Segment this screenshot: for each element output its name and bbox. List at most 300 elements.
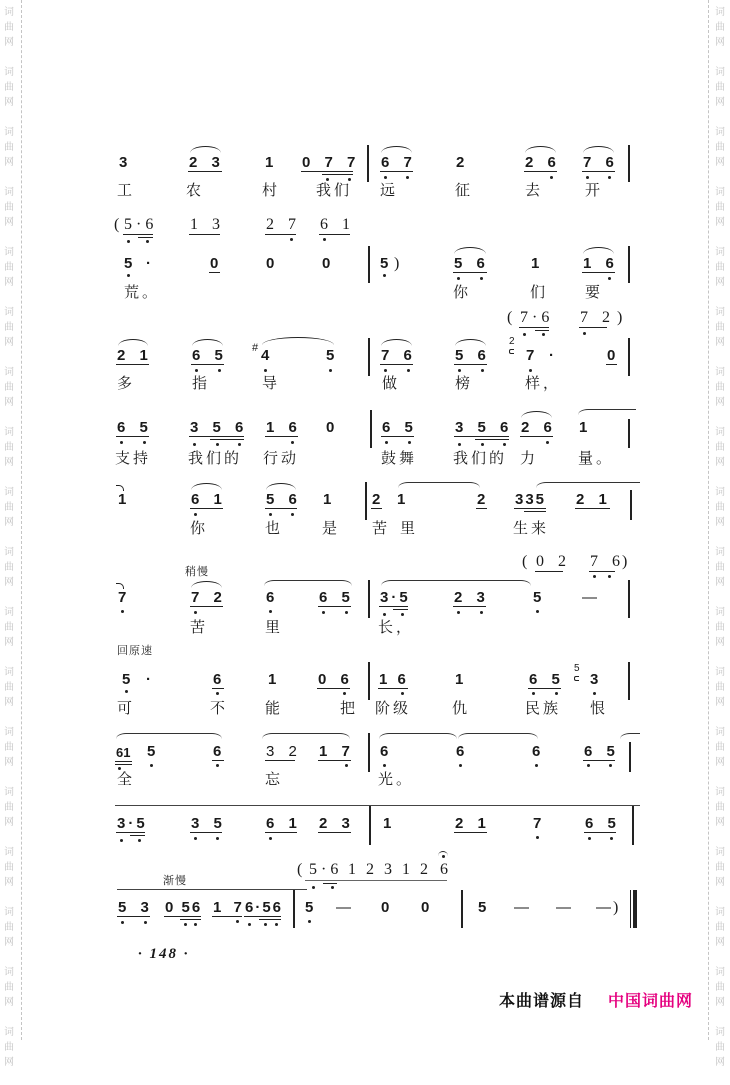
low-octave-dot	[480, 611, 483, 614]
low-octave-dot	[345, 611, 348, 614]
extension-dash: —	[596, 899, 616, 916]
low-octave-dot	[238, 443, 241, 446]
beam-line	[116, 436, 149, 437]
watermark-char: 曲	[4, 142, 14, 153]
watermark-group	[714, 725, 726, 785]
note-group: 2 3	[454, 589, 490, 606]
beam-line	[116, 832, 145, 833]
note-group: 335	[515, 491, 547, 508]
watermark-char: 词	[715, 727, 725, 738]
beam-line	[265, 508, 297, 509]
watermark-group	[714, 365, 726, 425]
page-number: · 148 ·	[138, 946, 190, 962]
beam-line	[475, 439, 509, 440]
watermark-char: 网	[4, 37, 14, 48]
note-group: 3·5	[380, 589, 411, 606]
watermark-group	[3, 305, 15, 365]
low-octave-dot	[121, 610, 124, 613]
watermark-group	[714, 305, 726, 365]
watermark-char: 网	[4, 1057, 14, 1068]
watermark-char: 曲	[4, 742, 14, 753]
low-octave-dot	[593, 692, 596, 695]
watermark-char: 词	[4, 907, 14, 918]
slur	[381, 339, 412, 346]
beam-line	[520, 436, 553, 437]
beam-line	[583, 760, 615, 761]
low-octave-dot	[536, 836, 539, 839]
watermark-char: 词	[715, 247, 725, 258]
watermark-char: 词	[715, 1027, 725, 1038]
interlude-note: 6	[440, 861, 453, 878]
bracket-close: )	[617, 309, 628, 326]
note-group: 2 6	[525, 154, 561, 171]
barline	[628, 419, 630, 448]
low-octave-dot	[194, 513, 197, 516]
beam-line	[115, 761, 132, 762]
beam-line	[582, 272, 615, 273]
bracket-open: (	[114, 216, 125, 233]
watermark-char: 曲	[4, 442, 14, 453]
barline	[628, 580, 630, 618]
lyric: 指	[192, 374, 211, 392]
lyric: 忘	[265, 770, 284, 788]
barline	[632, 806, 634, 845]
beam-line	[514, 508, 546, 509]
note-group: 7 6	[381, 347, 417, 364]
slur	[116, 733, 222, 739]
low-octave-dot	[385, 441, 388, 444]
lyric: 开	[585, 181, 604, 199]
low-octave-dot	[216, 764, 219, 767]
beam-line	[210, 439, 244, 440]
lyric: 把	[340, 699, 359, 717]
note-group: 6·56	[245, 899, 284, 916]
watermark-group	[714, 545, 726, 605]
low-octave-dot	[322, 611, 325, 614]
beam-line	[380, 364, 413, 365]
site-name: 中国词曲网	[608, 991, 694, 1010]
slur	[379, 733, 457, 739]
bracket-open: (	[507, 309, 518, 326]
beam-line	[259, 919, 281, 920]
low-octave-dot	[546, 441, 549, 444]
lyric: 榜	[455, 374, 474, 392]
watermark-char: 曲	[4, 382, 14, 393]
watermark-char: 词	[715, 187, 725, 198]
watermark-char: 曲	[4, 1042, 14, 1053]
watermark-group	[714, 125, 726, 185]
lyric: 农	[186, 181, 205, 199]
beam-line	[606, 364, 617, 365]
note-group: 1 6	[379, 671, 409, 688]
watermark-char: 词	[715, 7, 725, 18]
low-octave-dot	[459, 764, 462, 767]
note-group: 5 6	[455, 347, 491, 364]
watermark-char: 网	[715, 757, 725, 768]
watermark-char: 曲	[715, 1042, 725, 1053]
watermark-char: 网	[4, 337, 14, 348]
watermark-char: 网	[4, 457, 14, 468]
tie-to-next-line	[536, 482, 640, 488]
rest: 0	[210, 255, 224, 272]
note: 6	[532, 743, 546, 760]
watermark-char: 曲	[715, 202, 725, 213]
beam-line	[189, 234, 220, 235]
watermark-char: 网	[4, 277, 14, 288]
beam-line	[454, 832, 487, 833]
watermark-group	[3, 665, 15, 725]
beam-line	[584, 832, 616, 833]
watermark-char: 曲	[4, 802, 14, 813]
watermark-char: 曲	[715, 262, 725, 273]
watermark-group	[714, 245, 726, 305]
watermark-char: 词	[4, 727, 14, 738]
beam-line	[212, 688, 224, 689]
beam-line	[189, 436, 244, 437]
note: 1	[268, 671, 282, 688]
tie-continuation-line	[115, 805, 640, 806]
low-octave-dot	[125, 690, 128, 693]
slur	[264, 580, 352, 586]
watermark-char: 词	[4, 307, 14, 318]
lyric: 你	[190, 519, 209, 537]
low-octave-dot	[345, 764, 348, 767]
note: 7	[118, 589, 132, 606]
slur	[192, 339, 223, 346]
tempo-marking: 渐慢	[163, 874, 187, 887]
note-group: 6 5	[117, 419, 153, 436]
barline	[368, 733, 370, 772]
watermark-char: 词	[4, 1027, 14, 1038]
note-group: 5 6	[266, 491, 302, 508]
bracket-close: )	[622, 553, 633, 570]
lyric: 量。	[578, 449, 615, 467]
lyric: 苦	[190, 618, 209, 636]
slur	[398, 482, 480, 488]
watermark-char: 词	[4, 847, 14, 858]
low-octave-dot	[143, 441, 146, 444]
watermark-char: 曲	[715, 322, 725, 333]
low-octave-dot	[457, 611, 460, 614]
watermark-char: 网	[4, 577, 14, 588]
watermark-char: 曲	[715, 922, 725, 933]
bracket-close: )	[613, 899, 624, 916]
sharp-accidental: #	[252, 342, 259, 354]
low-octave-dot	[120, 441, 123, 444]
low-octave-dot	[458, 369, 461, 372]
watermark-group	[3, 485, 15, 545]
note-group: 3 5	[191, 815, 227, 832]
watermark-char: 网	[715, 457, 725, 468]
beam-line	[191, 364, 224, 365]
note-group: 6 5	[319, 589, 355, 606]
note-group: 3 2	[266, 743, 302, 760]
low-octave-dot	[195, 369, 198, 372]
watermark-char: 网	[4, 517, 14, 528]
low-octave-dot	[480, 277, 483, 280]
lyric: 我们的	[453, 449, 508, 467]
beam-line	[180, 919, 201, 920]
watermark-char: 曲	[715, 382, 725, 393]
low-octave-dot	[503, 443, 506, 446]
low-octave-dot	[329, 369, 332, 372]
beam-line	[212, 916, 242, 917]
note: 6	[213, 743, 227, 760]
lyric: 能	[265, 699, 284, 717]
watermark-group	[3, 65, 15, 125]
lyric: 不	[210, 699, 229, 717]
watermark-char: 词	[4, 7, 14, 18]
note: 5	[478, 899, 492, 916]
interlude-note-group: 6 1	[320, 216, 355, 233]
watermark-char: 词	[715, 427, 725, 438]
barline	[630, 490, 632, 520]
slur	[262, 733, 350, 739]
watermark-char: 词	[715, 487, 725, 498]
low-octave-dot	[384, 176, 387, 179]
low-octave-dot	[308, 920, 311, 923]
extension-dash: —	[336, 899, 356, 916]
beam-line	[123, 234, 153, 235]
beam-line	[454, 364, 487, 365]
extension-dash: —	[556, 899, 576, 916]
watermark-char: 词	[715, 367, 725, 378]
watermark-char: 词	[715, 67, 725, 78]
lyric: 要	[585, 283, 604, 301]
beam-line	[318, 760, 351, 761]
watermark-group	[714, 905, 726, 965]
lyric: 行动	[263, 449, 300, 467]
watermark-group	[3, 965, 15, 1025]
note: 2	[372, 491, 386, 508]
beam-line	[265, 832, 297, 833]
beam-line	[535, 571, 563, 572]
low-octave-dot	[275, 923, 278, 926]
lyric: 导	[262, 374, 281, 392]
slur	[191, 483, 222, 490]
lyric: 是	[322, 519, 341, 537]
low-octave-dot	[269, 837, 272, 840]
note: 1	[455, 671, 469, 688]
beam-line	[476, 508, 487, 509]
beam-line	[575, 508, 610, 509]
final-barline-thick	[633, 890, 637, 928]
lyric: 征	[455, 181, 474, 199]
note-group: 6 5	[584, 743, 620, 760]
lyric: 光。	[378, 770, 415, 788]
low-octave-dot	[323, 238, 326, 241]
barline	[368, 580, 370, 618]
watermark-char: 词	[715, 547, 725, 558]
watermark-char: 曲	[715, 982, 725, 993]
beam-line	[379, 606, 408, 607]
watermark-char: 曲	[4, 622, 14, 633]
note-group: 2 3	[319, 815, 355, 832]
watermark-char: 曲	[715, 802, 725, 813]
watermark-char: 曲	[715, 82, 725, 93]
note-group: 3 5 6	[455, 419, 514, 436]
note: 3	[119, 154, 133, 171]
watermark-group	[714, 5, 726, 65]
low-octave-dot	[343, 692, 346, 695]
low-octave-dot	[529, 369, 532, 372]
low-octave-dot	[608, 575, 611, 578]
watermark-group	[3, 905, 15, 965]
note: 6	[456, 743, 470, 760]
watermark-char: 曲	[4, 502, 14, 513]
note-group: 6 5	[585, 815, 621, 832]
low-octave-dot	[401, 613, 404, 616]
grace-note: 5	[574, 663, 580, 674]
watermark-char: 网	[715, 277, 725, 288]
low-octave-dot	[291, 513, 294, 516]
watermark-char: 网	[715, 937, 725, 948]
tempo-extension-line	[117, 889, 307, 890]
low-octave-dot	[269, 610, 272, 613]
low-octave-dot	[588, 837, 591, 840]
beam-line	[212, 760, 224, 761]
lyric: 里	[400, 519, 419, 537]
watermark-char: 网	[715, 817, 725, 828]
watermark-group	[3, 425, 15, 485]
note: 5	[124, 255, 138, 272]
tempo-marking: 回原速	[117, 644, 153, 657]
slur	[458, 733, 538, 739]
lyric: 仇	[452, 699, 471, 717]
note-group: 2 6	[521, 419, 557, 436]
note: 5	[122, 671, 136, 688]
note: 1	[265, 154, 279, 171]
watermark-char: 词	[4, 487, 14, 498]
grace-note: 2	[509, 336, 515, 347]
low-octave-dot	[481, 369, 484, 372]
beam-line	[319, 234, 350, 235]
watermark-char: 曲	[715, 682, 725, 693]
note: 2	[456, 154, 470, 171]
low-octave-dot	[248, 923, 251, 926]
slur	[521, 411, 552, 418]
watermark-group	[3, 125, 15, 185]
note: 5	[305, 899, 319, 916]
watermark-char: 网	[715, 397, 725, 408]
low-octave-dot	[555, 692, 558, 695]
rest: 0	[607, 347, 621, 364]
note-group: 6 5	[529, 671, 565, 688]
watermark-group	[3, 185, 15, 245]
low-octave-dot	[532, 692, 535, 695]
watermark-group	[714, 485, 726, 545]
tempo-marking: 稍慢	[185, 565, 209, 578]
low-octave-dot	[407, 369, 410, 372]
lyric: 长，	[378, 618, 415, 636]
bracket-open: (	[522, 553, 533, 570]
beam-line	[265, 760, 295, 761]
watermark-char: 词	[715, 667, 725, 678]
low-octave-dot	[194, 923, 197, 926]
low-octave-dot	[236, 920, 239, 923]
beam-line	[589, 571, 615, 572]
beam-line	[381, 436, 414, 437]
beam-line	[579, 327, 607, 328]
low-octave-dot	[583, 332, 586, 335]
interlude-note-group: 7 6	[590, 553, 625, 570]
watermark-char: 网	[4, 697, 14, 708]
barline	[368, 246, 370, 283]
barline	[628, 338, 630, 376]
note-group: 1 6	[266, 419, 302, 436]
watermark-char: 网	[4, 157, 14, 168]
beam-line	[265, 234, 296, 235]
beam-line	[323, 883, 337, 884]
lyric: 去	[525, 181, 544, 199]
low-octave-dot	[269, 513, 272, 516]
watermark-char: 网	[4, 97, 14, 108]
note: 1	[579, 419, 593, 436]
watermark-char: 网	[4, 997, 14, 1008]
barline	[628, 145, 630, 182]
interlude-note-group: 1 2 3 1 2	[348, 861, 431, 878]
low-octave-dot	[184, 923, 187, 926]
extension-dash: —	[582, 589, 602, 606]
lyric: 生来	[513, 519, 550, 537]
watermark-char: 曲	[4, 202, 14, 213]
low-octave-dot	[586, 176, 589, 179]
watermark-char: 词	[4, 967, 14, 978]
note-group: 6 1	[191, 491, 227, 508]
lyric: 恨	[590, 699, 609, 717]
beam-line	[305, 880, 447, 881]
low-octave-dot	[406, 176, 409, 179]
rest: 0	[421, 899, 435, 916]
watermark-char: 网	[715, 217, 725, 228]
watermark-group	[714, 965, 726, 1025]
watermark-char: 网	[4, 757, 14, 768]
note: 6	[380, 743, 394, 760]
lyric: 鼓舞	[381, 449, 418, 467]
watermark-char: 网	[715, 997, 725, 1008]
watermark-char: 曲	[715, 142, 725, 153]
lyric: 全	[117, 770, 136, 788]
barline	[293, 890, 295, 928]
low-octave-dot	[150, 764, 153, 767]
margin-dashed-line-right	[708, 0, 709, 1040]
watermark-char: 网	[715, 637, 725, 648]
note: 5	[380, 255, 394, 272]
beam-line	[454, 436, 509, 437]
watermark-group	[3, 785, 15, 845]
bracket-close: )	[394, 255, 405, 272]
low-octave-dot	[536, 610, 539, 613]
note: 4	[261, 347, 275, 364]
watermark-group	[3, 845, 15, 905]
beam-line	[371, 508, 382, 509]
lyric: 你	[453, 283, 472, 301]
watermark-char: 曲	[4, 262, 14, 273]
note: 7	[526, 347, 540, 364]
note: 1	[531, 255, 545, 272]
slur	[262, 337, 334, 345]
low-octave-dot	[457, 277, 460, 280]
lyric: 可	[117, 699, 136, 717]
note: 5	[147, 743, 161, 760]
barline	[367, 145, 369, 182]
low-octave-dot	[331, 886, 334, 889]
low-octave-dot	[216, 837, 219, 840]
beam-line	[519, 327, 549, 328]
barline	[368, 338, 370, 376]
watermark-char: 词	[715, 607, 725, 618]
lyric: 多	[117, 374, 136, 392]
